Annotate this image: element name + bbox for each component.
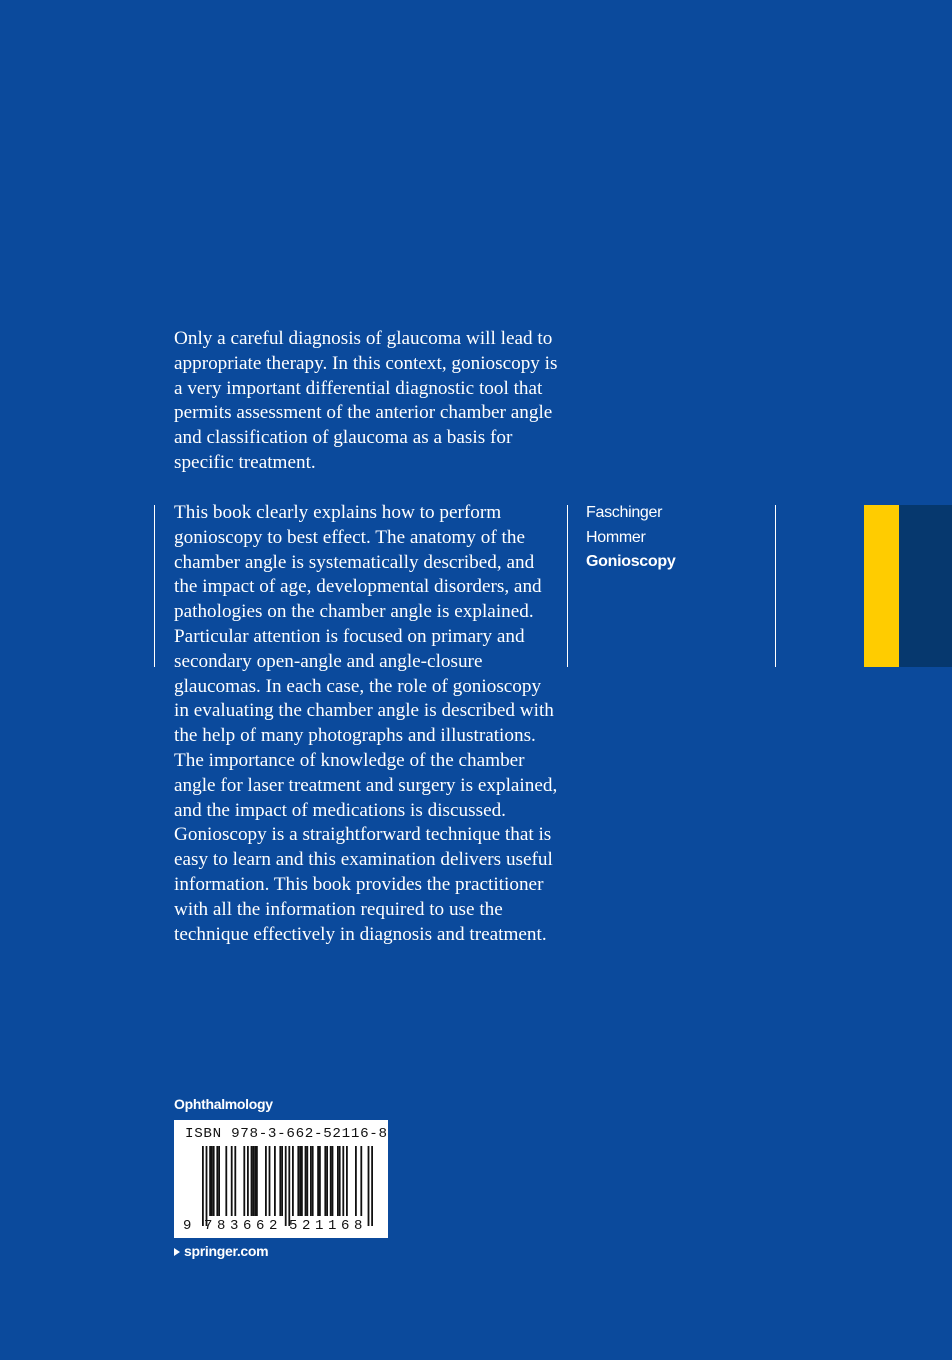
barcode-bar [306, 1146, 308, 1216]
barcode-bar [211, 1146, 213, 1216]
blurb-paragraph-2: This book clearly explains how to perform gonioscopy to best effect. The anatomy of the chamber angle is systematically described, and the impact of age, developmental disorders, and pathologies on the chamber angle is explained. Particular attention is focused on primary and secondary open-angle and angle-closure glaucomas. In each case, the role of gonioscopy in evaluating the chamber angle is described with the help of many photographs and illustrations. The importance of knowledge of the chamber angle for laser treatment and surgery is explained, and the impact of medications is discussed. Gonioscopy is a straightforward technique that is easy to learn and this examination delivers useful information. This book provides the practitioner with all the information required to use the technique effectively in diagnosis and treatment. [174, 502, 558, 945]
barcode-bar [342, 1146, 344, 1216]
blurb-paragraph-1: Only a careful diagnosis of glaucoma will lead to appropriate therapy. In this context, gonioscopy is a very important differential diagnostic tool that permits assessment of the anterior chamber angle and classification of glaucoma as a basis for specific treatment. [174, 328, 558, 473]
barcode-bar [265, 1146, 267, 1216]
barcode-bar [301, 1146, 303, 1216]
barcode-bar [225, 1146, 227, 1216]
barcode-bar [324, 1146, 326, 1216]
subject-category: Ophthalmology [174, 1096, 273, 1112]
barcode-guard-bar [285, 1146, 287, 1226]
vertical-rule-middle [567, 505, 568, 667]
barcode-bar [252, 1146, 254, 1216]
barcode-bar [231, 1146, 233, 1216]
barcode-guard-bar [368, 1146, 370, 1226]
color-tab-yellow [864, 505, 899, 667]
author-hommer: Hommer [586, 529, 646, 546]
barcode-bar [209, 1146, 211, 1216]
barcode-bar [297, 1146, 299, 1216]
barcode-bar [243, 1146, 245, 1216]
vertical-rule-left [154, 505, 155, 667]
triangle-arrow-icon [174, 1248, 180, 1256]
barcode-bar [305, 1146, 307, 1216]
barcode-bar [213, 1146, 215, 1216]
barcode-bar [332, 1146, 334, 1216]
ean-first-digit: 9 [183, 1218, 192, 1234]
barcode-bar [234, 1146, 236, 1216]
barcode-bar [360, 1146, 362, 1216]
barcode-bar [274, 1146, 276, 1216]
barcode-bar [218, 1146, 220, 1216]
barcode-bar [339, 1146, 341, 1216]
barcode-bar [254, 1146, 256, 1216]
barcode-bar [279, 1146, 281, 1216]
book-title: Gonioscopy [586, 553, 676, 570]
barcode-bar [281, 1146, 283, 1216]
isbn-number: ISBN 978-3-662-52116-8 [185, 1126, 388, 1142]
barcode-bar [216, 1146, 218, 1216]
barcode-bar [355, 1146, 357, 1216]
barcode-bar [337, 1146, 339, 1216]
barcode-bar [346, 1146, 348, 1216]
vertical-rule-right [775, 505, 776, 667]
barcode-bar [326, 1146, 328, 1216]
isbn-barcode [174, 1120, 388, 1238]
barcode-bar [292, 1146, 294, 1216]
color-tab-navy [899, 505, 952, 667]
author-faschinger: Faschinger [586, 504, 663, 521]
barcode-bar [312, 1146, 314, 1216]
barcode-bar [269, 1146, 271, 1216]
barcode-guard-bar [288, 1146, 290, 1226]
ean-right-group: 521168 [289, 1218, 368, 1234]
barcode-bar [317, 1146, 319, 1216]
barcode-bar [256, 1146, 258, 1216]
barcode-bar [319, 1146, 321, 1216]
barcode-bar [310, 1146, 312, 1216]
barcode-bar [330, 1146, 332, 1216]
barcode-guard-bar [371, 1146, 373, 1226]
ean-left-group: 783662 [204, 1218, 283, 1234]
springer-link-label: springer.com [184, 1243, 269, 1259]
barcode-bar [247, 1146, 249, 1216]
barcode-bar [251, 1146, 253, 1216]
barcode-guard-bar [206, 1146, 208, 1226]
springer-link[interactable] [174, 1243, 268, 1259]
barcode-guard-bar [202, 1146, 204, 1226]
barcode-bar [299, 1146, 301, 1216]
